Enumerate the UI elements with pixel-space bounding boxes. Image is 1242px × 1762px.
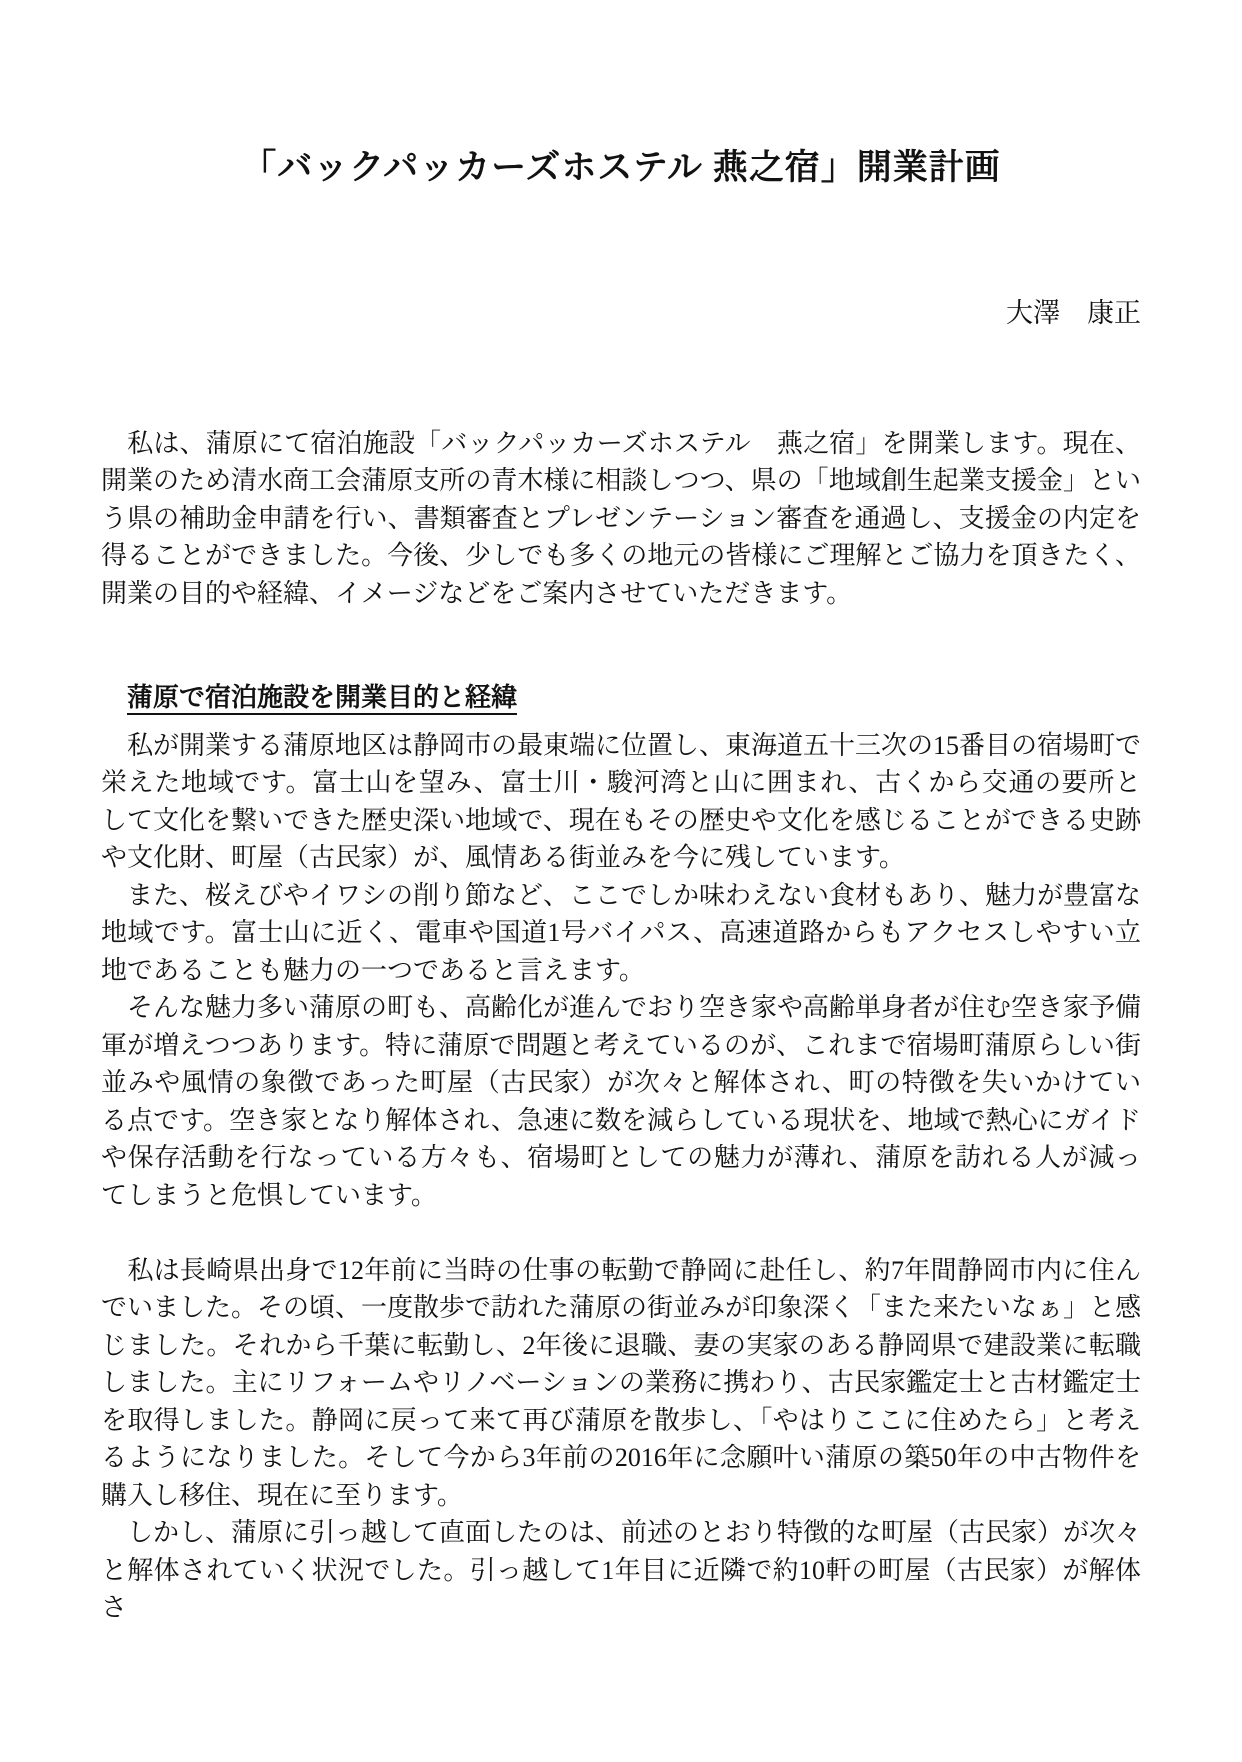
author-name: 大澤 康正: [1006, 298, 1141, 328]
document-title: 「バックパッカーズホステル 燕之宿」開業計画: [241, 148, 1001, 187]
paragraph-personal-history: 私は長崎県出身で12年前に当時の仕事の転勤で静岡に赴任し、約7年間静岡市内に住んでいました。その頃、一度散歩で訪れた蒲原の街並みが印象深く「また来たいなぁ」と感じました。それから千葉に転勤し、2年後に退職、妻の実家のある静岡県で建設業に転職しました。主にリフォームやリノベーションの業務に携わり、古民家鑑定士と古材鑑定士を取得しました。静岡に戻って来て再び蒲原を散歩し、「やはりここに住めたら」と考えるようになりました。そして今から3年前の2016年に念願叶い蒲原の築50年の中古物件を購入し移住、現在に至ります。: [101, 1255, 1142, 1510]
paragraph-kambara-location: 私が開業する蒲原地区は静岡市の最東端に位置し、東海道五十三次の15番目の宿場町で栄えた地域です。富士山を望み、富士川・駿河湾と山に囲まれ、古くから交通の要所として文化を繋いできた歴史深い地域で、現在もその歴史や文化を感じることができる史跡や文化財、町屋（古民家）が、風情ある街並みを今に残しています。: [101, 730, 1142, 872]
intro-paragraph: 私は、蒲原にて宿泊施設「バックパッカーズホステル 燕之宿」を開業します。現在、開業のため清水商工会蒲原支所の青木様に相談しつつ、県の「地域創生起業支援金」という県の補助金申請を行い、書類審査とプレゼンテーション審査を通過し、支援金の内定を得ることができました。今後、少しでも多くの地元の皆様にご理解とご協力を頂きたく、開業の目的や経緯、イメージなどをご案内させていただきます。: [101, 428, 1141, 608]
paragraph-demolition-experience: しかし、蒲原に引っ越して直面したのは、前述のとおり特徴的な町屋（古民家）が次々と解体されていく状況でした。引っ越して1年目に近隣で約10軒の町屋（古民家）が解体さ: [101, 1518, 1142, 1622]
section-heading-purpose-and-history: [101, 679, 1141, 717]
section-heading-text: 蒲原で宿泊施設を開業目的と経緯: [127, 683, 517, 715]
paragraph-local-foods-access: また、桜えびやイワシの削り節など、ここでしか味わえない食材もあり、魅力が豊富な地域です。富士山に近く、電車や国道1号バイパス、高速道路からもアクセスしやすい立地であることも魅力の一つであると言えます。: [101, 880, 1142, 985]
paragraph-vacant-houses-problem: そんな魅力多い蒲原の町も、高齢化が進んでおり空き家や高齢単身者が住む空き家予備軍が増えつつあります。特に蒲原で問題と考えているのが、これまで宿場町蒲原らしい街並みや風情の象徴であった町屋（古民家）が次々と解体され、町の特徴を失いかけている点です。空き家となり解体され、急速に数を減らしている現状を、地域で熱心にガイドや保存活動を行なっている方々も、宿場町としての魅力が薄れ、蒲原を訪れる人が減ってしまうと危惧しています。: [101, 993, 1142, 1210]
